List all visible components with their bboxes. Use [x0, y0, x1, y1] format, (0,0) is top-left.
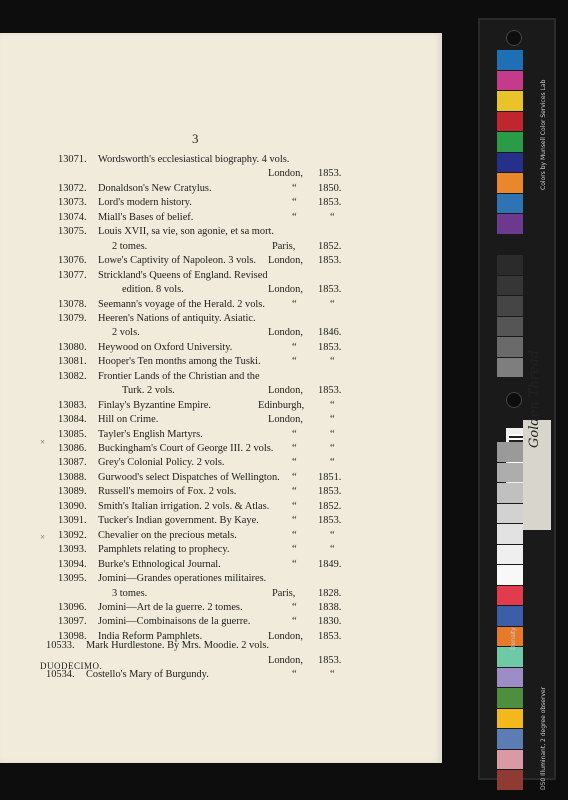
entry-title: Strickland's Queens of England. Revised [98, 269, 268, 281]
entry-number: 13096. [58, 601, 87, 613]
entry-title: Tayler's English Martyrs. [98, 428, 203, 440]
entry-number: 13075. [58, 226, 87, 238]
brand-text: Golden Thread [527, 350, 542, 448]
entry-title: Gurwood's select Dispatches of Wellington. [98, 471, 280, 483]
entry-place: Edinburgh, [258, 399, 305, 411]
color-swatch [497, 194, 523, 214]
entry-title: Miall's Bases of belief. [98, 211, 194, 223]
catalog-entry [0, 240, 442, 254]
entry-year: 1853. [318, 630, 342, 642]
color-swatch [497, 296, 523, 316]
entry-number: 13090. [58, 500, 87, 512]
color-swatch [497, 153, 523, 173]
color-swatch [497, 586, 523, 606]
entry-place: Paris, [272, 587, 296, 599]
color-swatch [497, 770, 523, 790]
color-swatch [497, 565, 523, 585]
entry-place: “ [292, 529, 297, 541]
catalog-entry [0, 601, 442, 615]
catalog-entry [0, 654, 442, 668]
entry-number: 13094. [58, 558, 87, 570]
entry-place: “ [292, 341, 297, 353]
entry-place: “ [292, 211, 297, 223]
catalog-entry [0, 442, 442, 456]
color-swatch [497, 337, 523, 357]
entry-number: 13071. [58, 154, 87, 165]
entry-number: 13083. [58, 399, 87, 411]
entry-place: “ [292, 544, 297, 556]
entry-title: Jomini—Combinaisons de la guerre. [98, 616, 251, 628]
catalog-entry [0, 283, 442, 297]
page-number: 3 [192, 131, 199, 146]
catalog-entry [0, 413, 442, 427]
entry-place: “ [292, 197, 297, 209]
catalog-entry [0, 211, 442, 225]
entry-year: “ [330, 457, 335, 469]
entry-place: “ [292, 471, 297, 483]
entry-year: 1850. [318, 182, 342, 194]
color-swatch [497, 668, 523, 688]
entry-title: Jomini—Art de la guerre. 2 tomes. [98, 601, 243, 613]
entry-year: 1853. [318, 385, 342, 397]
color-swatch [497, 317, 523, 337]
catalog-entry [0, 225, 442, 239]
entry-place: “ [292, 457, 297, 469]
entry-title: Finlay's Byzantine Empire. [98, 399, 211, 411]
color-swatch [497, 524, 523, 544]
entry-year: 1838. [318, 601, 342, 613]
entry-place: London, [268, 630, 303, 642]
catalog-entry [0, 543, 442, 557]
entry-year: “ [330, 399, 335, 411]
entry-title: Buckingham's Court of George III. 2 vols. [98, 443, 274, 454]
catalog-entry [0, 572, 442, 586]
catalog-entry [0, 485, 442, 499]
entry-title: Costello's Mary of Burgundy. [86, 669, 209, 680]
target-hole-middle [506, 392, 522, 408]
color-swatch [497, 709, 523, 729]
entry-place: “ [292, 443, 297, 454]
entry-number: 13074. [58, 211, 87, 223]
entry-title: Russell's memoirs of Fox. 2 vols. [98, 486, 237, 498]
entry-place: London, [268, 168, 303, 180]
entry-place: London, [268, 327, 303, 339]
catalog-entry [0, 399, 442, 413]
color-swatch [497, 132, 523, 152]
entry-number: 13089. [58, 486, 87, 498]
entry-title: Chevalier on the precious metals. [98, 529, 237, 541]
entry-title: Wordsworth's ecclesiastical biography. 4 vols. [98, 154, 290, 165]
entry-title: 2 tomes. [112, 240, 148, 252]
entry-place: London, [268, 284, 303, 296]
munsell-text: Colors by Munsell Color Services Lab [540, 79, 547, 190]
entry-title: Mark Hurdlestone. By Mrs. Moodie. 2 vols. [86, 640, 269, 651]
entry-place: “ [292, 298, 297, 310]
entry-title: Grey's Colonial Policy. 2 vols. [98, 457, 225, 469]
catalog-entry [0, 471, 442, 485]
entry-number: 13081. [58, 356, 87, 368]
color-swatch [497, 50, 523, 70]
catalog-entry [0, 529, 442, 543]
catalog-entry [0, 370, 442, 384]
color-swatch [497, 545, 523, 565]
entry-year: “ [330, 414, 335, 426]
color-swatch [497, 358, 523, 378]
entry-place: “ [292, 486, 297, 498]
entry-place: London, [268, 414, 303, 426]
color-swatch [497, 112, 523, 132]
entry-year: “ [330, 298, 335, 310]
entry-year: “ [330, 529, 335, 541]
catalog-entry [0, 341, 442, 355]
entry-title: Pamphlets relating to prophecy. [98, 544, 230, 556]
entry-year: 1852. [318, 500, 342, 512]
color-swatch [497, 71, 523, 91]
color-swatch [497, 750, 523, 770]
color-swatch [497, 214, 523, 234]
entry-number: 13072. [58, 182, 87, 194]
entry-number: 13082. [58, 370, 87, 382]
entry-year: 1853. [318, 168, 342, 180]
catalog-entry [0, 384, 442, 398]
entry-title: India Reform Pamphlets. [98, 630, 203, 642]
entry-number: 13080. [58, 341, 87, 353]
catalog-entry [0, 326, 442, 340]
density-label: Density [510, 627, 517, 650]
entry-title: Heywood on Oxford University. [98, 341, 233, 353]
entry-year: “ [330, 356, 335, 368]
entry-number: 13087. [58, 457, 87, 469]
entry-number: 13084. [58, 414, 87, 426]
entry-title: Smith's Italian irrigation. 2 vols. & Atlas. [98, 500, 270, 512]
catalog-entry [0, 355, 442, 369]
color-swatch [497, 442, 523, 462]
entry-number: 13092. [58, 529, 87, 541]
entry-place: London, [268, 385, 303, 397]
entry-title: Heeren's Nations of antiquity. Asiatic. [98, 312, 256, 324]
entry-number: 13093. [58, 544, 87, 556]
entry-number: 10534. [46, 669, 75, 680]
entry-year: “ [330, 211, 335, 223]
entry-year: 1852. [318, 240, 342, 252]
catalog-entry [0, 639, 442, 653]
entry-year: 1830. [318, 616, 342, 628]
catalog-entry [0, 668, 442, 682]
entry-number: 13085. [58, 428, 87, 440]
entry-year: 1853. [318, 341, 342, 353]
entry-number: 13097. [58, 616, 87, 628]
entry-place: London, [268, 255, 303, 267]
entry-year: 1849. [318, 558, 342, 570]
catalog-entry [0, 514, 442, 528]
entry-title: Tucker's Indian government. By Kaye. [98, 515, 259, 527]
color-swatch [497, 235, 523, 255]
catalog-entry [0, 312, 442, 326]
entry-title: edition. 8 vols. [122, 284, 184, 296]
entry-place: “ [292, 601, 297, 613]
entry-number: 13088. [58, 471, 87, 483]
entry-number: 13076. [58, 255, 87, 267]
entry-year: 1853. [318, 515, 342, 527]
entry-place: “ [292, 428, 297, 440]
section-heading: DUODECIMO. [40, 661, 103, 671]
entry-number: 13078. [58, 298, 87, 310]
entry-title: Lord's modern history. [98, 197, 192, 209]
entry-title: Lowe's Captivity of Napoleon. 3 vols. [98, 255, 257, 267]
color-swatch [497, 606, 523, 626]
entry-title: Donaldson's New Cratylus. [98, 182, 212, 194]
entry-year: “ [330, 443, 335, 454]
entry-title: Frontier Lands of the Christian and the [98, 370, 260, 382]
catalog-entry [0, 456, 442, 470]
entry-number: 13073. [58, 197, 87, 209]
entry-year: 1853. [318, 654, 342, 666]
entry-title: 2 vols. [112, 327, 140, 339]
entry-number: 13095. [58, 573, 87, 585]
catalog-entry [0, 298, 442, 312]
entry-place: “ [292, 558, 297, 570]
entry-number: 13091. [58, 515, 87, 527]
illuminant-text: D50 Illuminant, 2 degree observer [540, 686, 547, 790]
color-calibration-target [478, 18, 556, 790]
entry-title: Turk. 2 vols. [122, 385, 175, 397]
color-swatch [497, 91, 523, 111]
margin-mark: × [40, 532, 46, 542]
entry-title: Seemann's voyage of the Herald. 2 vols. [98, 298, 265, 310]
entry-year: “ [330, 669, 335, 680]
entry-title: Hill on Crime. [98, 414, 159, 426]
catalog-entry [0, 153, 442, 167]
entry-year: 1828. [318, 587, 342, 599]
catalog-entry [0, 500, 442, 514]
entry-number: 13079. [58, 312, 87, 324]
color-swatch [497, 483, 523, 503]
entry-title: Burke's Ethnological Journal. [98, 558, 221, 570]
entry-number: 13086. [58, 443, 87, 454]
catalog-entry [0, 196, 442, 210]
color-swatch [497, 688, 523, 708]
entry-place: “ [292, 616, 297, 628]
entry-year: 1853. [318, 255, 342, 267]
catalog-page [0, 33, 442, 763]
catalog-entry [0, 615, 442, 629]
color-swatch [497, 173, 523, 193]
color-swatch [497, 276, 523, 296]
color-swatch [497, 255, 523, 275]
entry-number: 10533. [46, 640, 75, 651]
catalog-entry [0, 558, 442, 572]
catalog-entry [0, 428, 442, 442]
catalog-entry [0, 269, 442, 283]
catalog-entry [0, 254, 442, 268]
entry-place: Paris, [272, 240, 296, 252]
brand-strip [523, 350, 551, 530]
entry-title: Jomini—Grandes operationes militaires. [98, 573, 267, 585]
entry-place: “ [292, 515, 297, 527]
catalog-entry [0, 182, 442, 196]
entry-year: “ [330, 544, 335, 556]
entry-place: “ [292, 669, 297, 680]
catalog-entry [0, 167, 442, 181]
entry-year: 1853. [318, 284, 342, 296]
entry-place: “ [292, 182, 297, 194]
entry-place: “ [292, 500, 297, 512]
margin-mark: × [40, 437, 46, 447]
target-hole-top [506, 30, 522, 46]
color-swatch [497, 729, 523, 749]
catalog-entry [0, 587, 442, 601]
entry-place: London, [268, 654, 303, 666]
color-swatch [497, 504, 523, 524]
entry-year: 1846. [318, 327, 342, 339]
entry-number: 13077. [58, 269, 87, 281]
color-swatch [497, 463, 523, 483]
entry-place: “ [292, 356, 297, 368]
entry-title: Louis XVII, sa vie, son agonie, et sa mort. [98, 226, 275, 238]
entry-title: 3 tomes. [112, 587, 148, 599]
entry-title: Hooper's Ten months among the Tuski. [98, 356, 261, 368]
entry-year: 1853. [318, 197, 342, 209]
entry-year: 1853. [318, 486, 342, 498]
entry-number: 13098. [58, 630, 87, 642]
entry-year: “ [330, 428, 335, 440]
entry-year: 1851. [318, 471, 342, 483]
